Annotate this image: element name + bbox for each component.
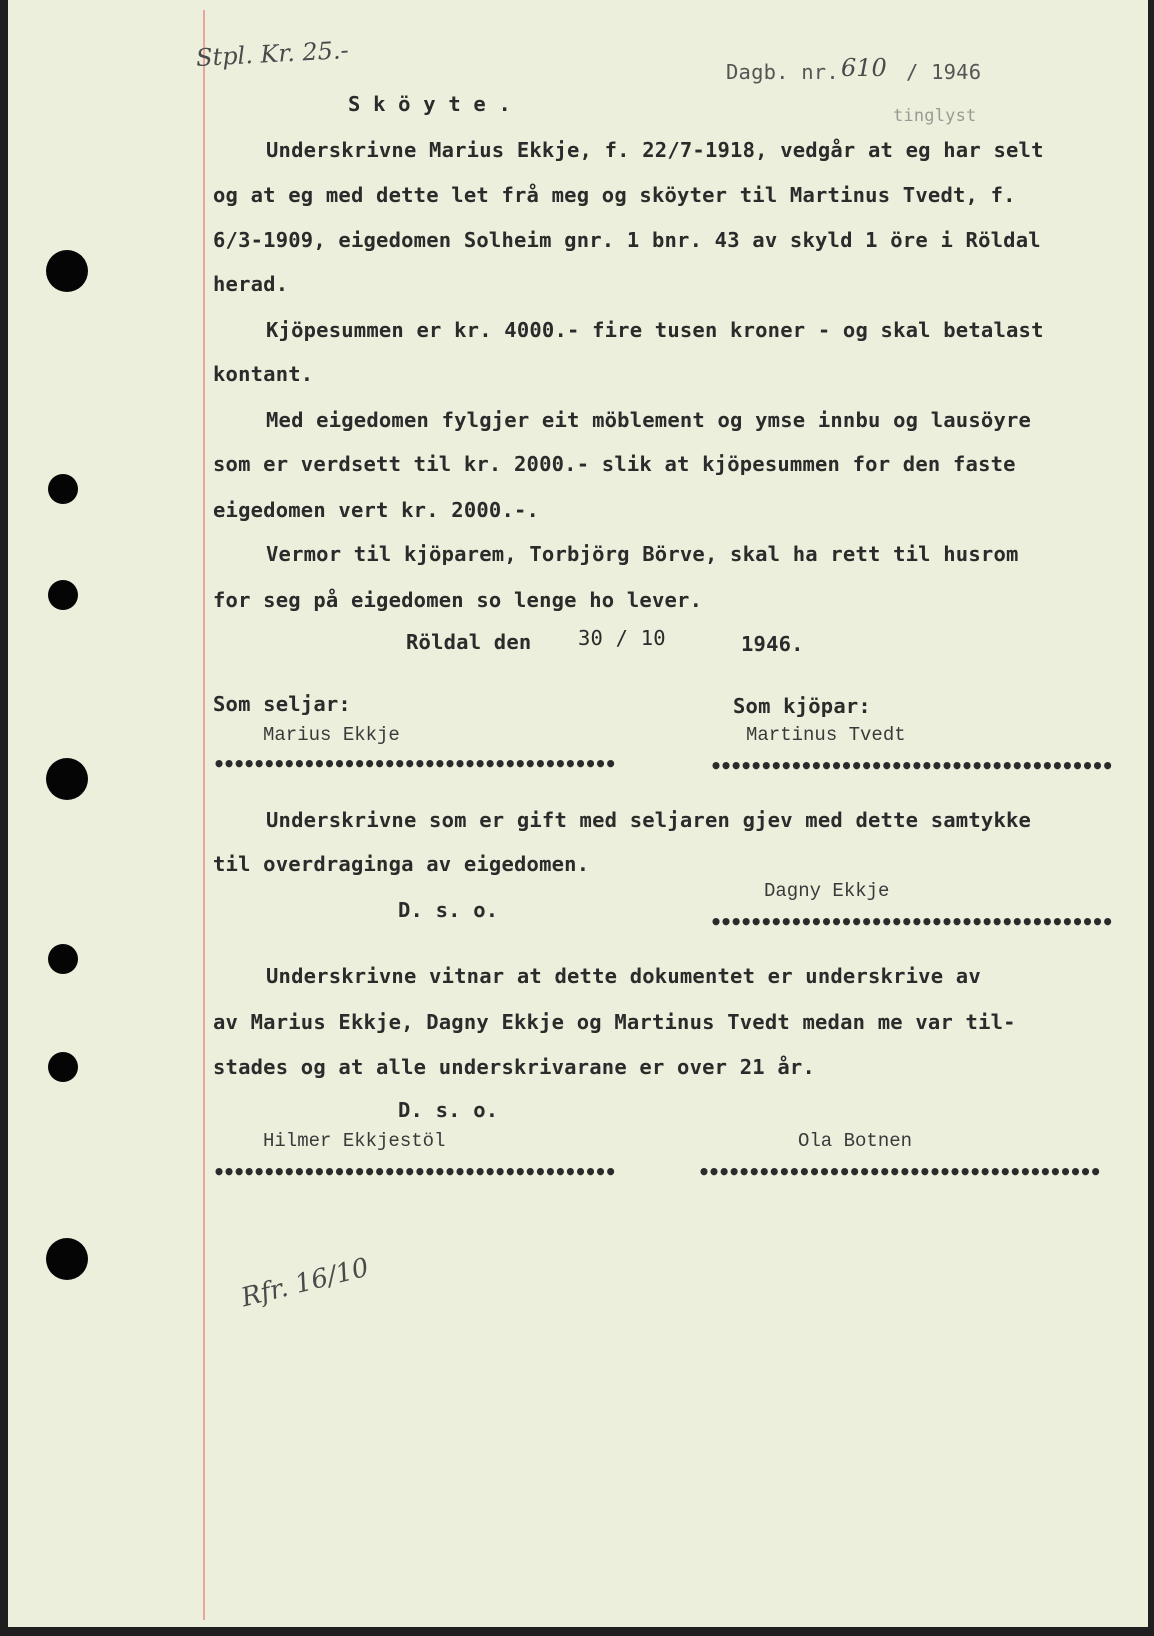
witness-1-signature: Hilmer Ekkjestöl [263, 1130, 446, 1152]
year: 1946. [741, 632, 804, 656]
punch-hole [48, 580, 78, 610]
witness-1-signature-line: •••••••••••••••••••••••••••••••••••••••• [213, 1160, 615, 1184]
consent-line: Underskrivne som er gift med seljaren gjev med dette samtykke [266, 808, 1032, 832]
body-line: Kjöpesummen er kr. 4000.- fire tusen kroner - og skal betalast [266, 318, 1044, 342]
witness-line: Underskrivne vitnar at dette dokumentet er underskrive av [266, 964, 981, 988]
punch-hole [46, 1238, 88, 1280]
seller-signature-line: •••••••••••••••••••••••••••••••••••••••• [213, 752, 615, 776]
body-line: Med eigedomen fylgjer eit möblement og ymse innbu og lausöyre [266, 408, 1032, 432]
seller-signature: Marius Ekkje [263, 724, 400, 746]
red-margin-line [203, 10, 205, 1620]
witness-line: av Marius Ekkje, Dagny Ekkje og Martinus Tvedt medan me var til- [213, 1010, 1016, 1034]
buyer-signature: Martinus Tvedt [746, 724, 906, 746]
dso-mark: D. s. o. [398, 898, 499, 922]
witness-2-signature: Ola Botnen [798, 1130, 913, 1152]
registry-number: 610 [841, 54, 887, 82]
body-line: Vermor til kjöparem, Torbjörg Börve, skal ha rett til husrom [266, 542, 1019, 566]
buyer-label: Som kjöpar: [733, 694, 871, 718]
body-line: Underskrivne Marius Ekkje, f. 22/7-1918, vedgår at eg har selt [266, 138, 1044, 162]
dso-mark: D. s. o. [398, 1098, 499, 1122]
spouse-signature-line: •••••••••••••••••••••••••••••••••••••••• [710, 910, 1112, 934]
body-line: som er verdsett til kr. 2000.- slik at kjöpesummen for den faste [213, 452, 1016, 476]
punch-hole [48, 474, 78, 504]
handwritten-reference: Rfr. 16/10 [238, 1252, 372, 1314]
registry-year: / 1946 [906, 60, 982, 84]
place: Röldal den [406, 630, 532, 654]
body-line: eigedomen vert kr. 2000.-. [213, 498, 540, 522]
witness-line: stades og at alle underskrivarane er over 21 år. [213, 1055, 816, 1079]
body-line: kontant. [213, 362, 314, 386]
punch-hole [46, 250, 88, 292]
punch-hole [46, 758, 88, 800]
punch-hole [48, 1052, 78, 1082]
body-line: og at eg med dette let frå meg og sköyter til Martinus Tvedt, f. [213, 183, 1016, 207]
stamp-duty-note: Stpl. Kr. 25.- [195, 36, 350, 72]
body-line: for seg på eigedomen so lenge ho lever. [213, 588, 703, 612]
seller-label: Som seljar: [213, 692, 351, 716]
spouse-signature: Dagny Ekkje [764, 880, 890, 902]
date: 30 / 10 [578, 626, 666, 650]
registry-stamp-label: Dagb. nr. [726, 60, 839, 84]
faded-stamp-text: tinglyst [893, 106, 977, 126]
document-page [8, 0, 1148, 1627]
consent-line: til overdraginga av eigedomen. [213, 852, 590, 876]
buyer-signature-line: •••••••••••••••••••••••••••••••••••••••• [710, 754, 1112, 778]
body-line: 6/3-1909, eigedomen Solheim gnr. 1 bnr. 43 av skyld 1 öre i Röldal [213, 228, 1041, 252]
punch-hole [48, 944, 78, 974]
document-title: S k ö y t e . [348, 92, 512, 116]
witness-2-signature-line: •••••••••••••••••••••••••••••••••••••••• [698, 1160, 1100, 1184]
body-line: herad. [213, 272, 289, 296]
